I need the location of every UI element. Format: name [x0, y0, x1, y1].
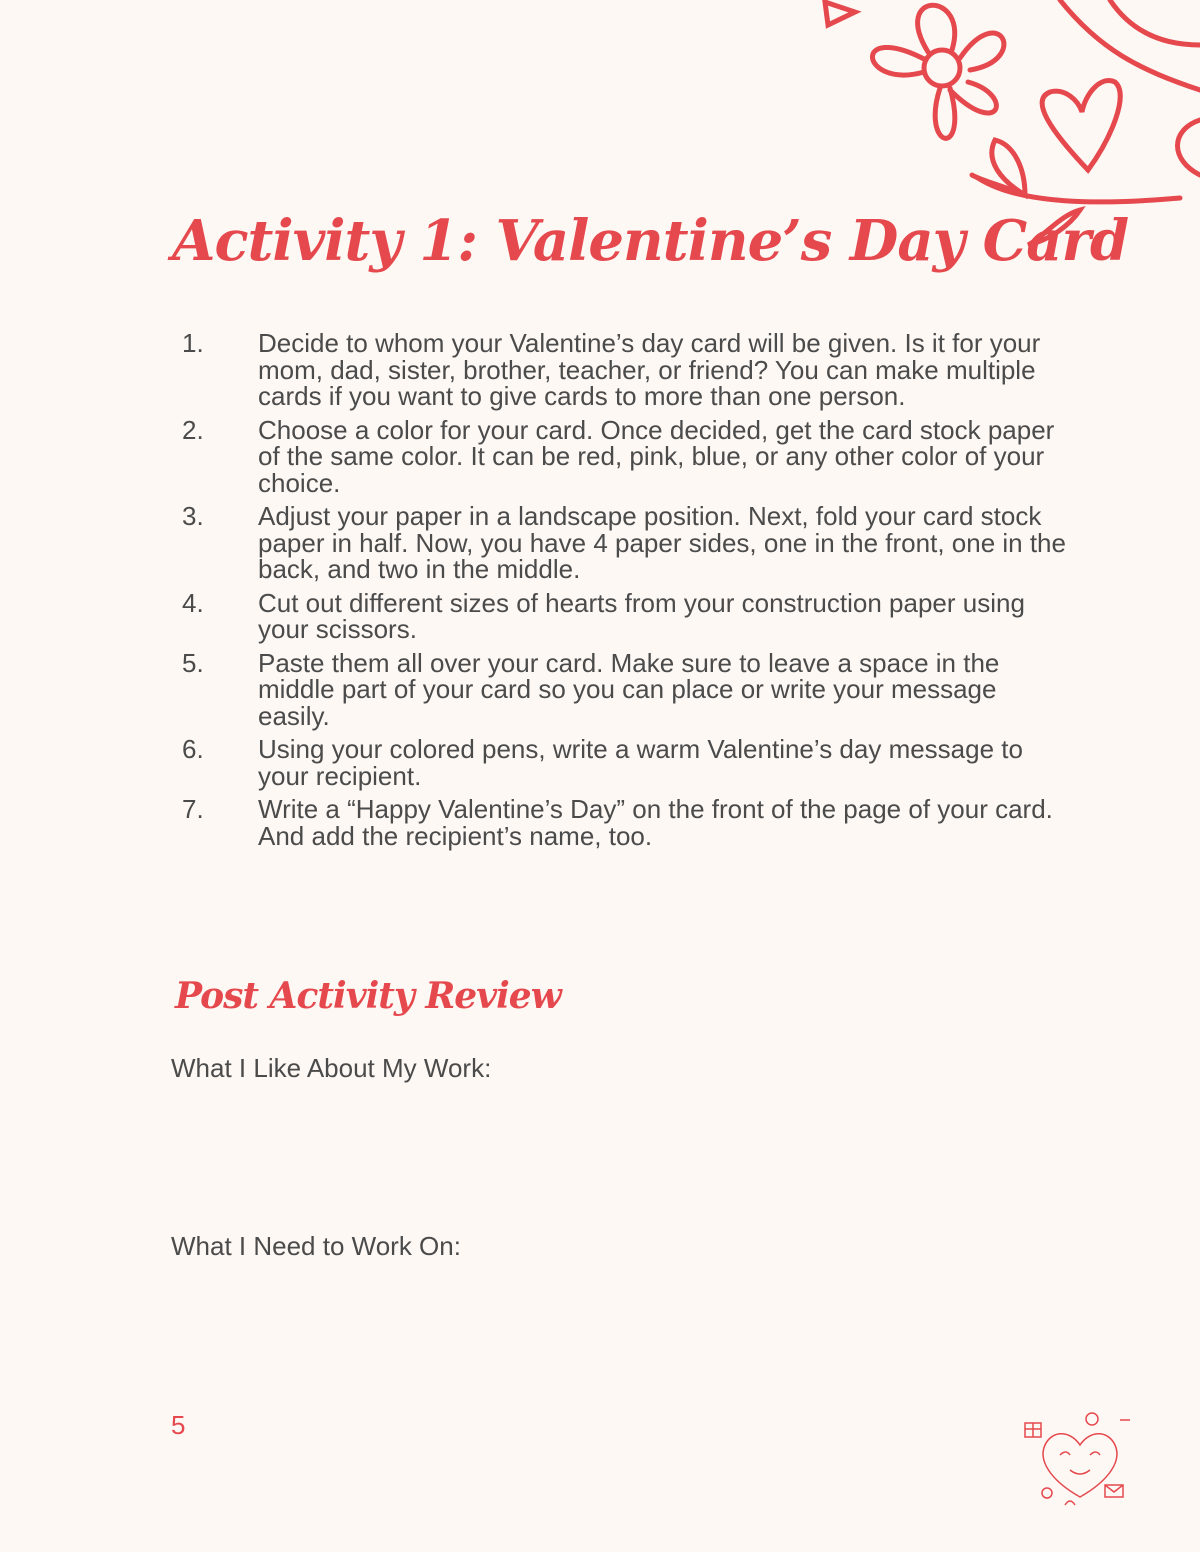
list-item: [170, 736, 1070, 789]
step-number: 3.: [182, 501, 204, 531]
step-text: Decide to whom your Valentine’s day card will be given. Is it for your mom, dad, sister, brother, teacher, or friend? You can make multiple cards if you want to give cards to more than one person.: [258, 328, 1041, 411]
heart-doodle-icon: [1020, 1405, 1140, 1515]
step-text: Using your colored pens, write a warm Valentine’s day message to your recipient.: [258, 734, 1023, 791]
page-number: 5: [171, 1410, 186, 1440]
step-text: Write a “Happy Valentine’s Day” on the front of the page of your card. And add the recipient’s name, too.: [258, 794, 1053, 851]
flower-icon: [872, 5, 1003, 138]
step-number: 7.: [182, 794, 204, 824]
step-text: Cut out different sizes of hearts from your construction paper using your scissors.: [258, 587, 1025, 644]
step-number: 2.: [182, 414, 204, 445]
page-title: Activity 1: Valentine’s Day Card: [172, 208, 1129, 274]
list-item: [170, 330, 1070, 410]
step-number: 5.: [182, 647, 204, 678]
list-item: [170, 796, 1070, 849]
steps-list: [170, 330, 1070, 856]
list-item: [170, 647, 1070, 731]
step-number: 6.: [182, 734, 204, 764]
step-number: 4.: [182, 587, 204, 618]
like-label: What I Like About My Work:: [171, 1053, 492, 1083]
step-number: 1.: [182, 328, 204, 358]
list-item: [170, 587, 1070, 644]
list-item: [170, 503, 1070, 583]
improve-label: What I Need to Work On:: [171, 1231, 461, 1261]
step-text: Choose a color for your card. Once decided, get the card stock paper of the same color. It can be red, pink, blue, or any other color of your choice.: [258, 414, 1055, 498]
heart-icon: [1042, 81, 1120, 170]
review-heading: Post Activity Review: [175, 975, 561, 1017]
step-text: Adjust your paper in a landscape position. Next, fold your card stock paper in half. Now, you have 4 paper sides, one in the front, one in the back, and two in the middle.: [258, 501, 1066, 584]
step-text: Paste them all over your card. Make sure to leave a space in the middle part of your card so you can place or write your message easily.: [258, 647, 1000, 731]
list-item: [170, 414, 1070, 498]
